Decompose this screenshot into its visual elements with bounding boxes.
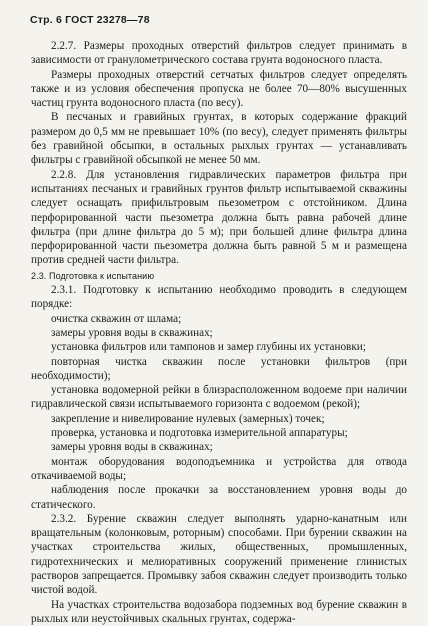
- section-heading-2-3: 2.3. Подготовка к испытанию: [31, 270, 155, 281]
- list-item: установка водомерной рейки в близрасположенном водоеме при наличии гидравлической связи испытываемого горизонта с водоемом (рекой);: [31, 384, 407, 411]
- list-item: проверка, установка и подготовка измерительной аппаратуры;: [51, 427, 348, 440]
- list-item: замеры уровня воды в скважинах;: [51, 326, 213, 339]
- list-item: повторная чистка скважин после установки фильтров (при необходимости);: [31, 355, 407, 382]
- paragraph-sieve-filters: Размеры проходных отверстий сетчатых фильтров следует определять также и из условия обеспечения пропуска не более 70—80% высушенных частиц грунта водоносного пласта (по весу).: [31, 68, 407, 110]
- list-item: очистка скважин от шлама;: [51, 312, 182, 325]
- paragraph-2-3-1: 2.3.1. Подготовку к испытанию необходимо проводить в следующем порядке:: [31, 284, 407, 311]
- list-item: наблюдения после прокачки за восстановлением уровня воды до статического.: [31, 484, 407, 511]
- list-item: закрепление и нивелирование нулевых (замерных) точек;: [51, 412, 325, 425]
- paragraph-2-2-7: 2.2.7. Размеры проходных отверстий фильтров следует принимать в зависимости от гранулометрического состава грунта водоносного пласта.: [31, 40, 407, 67]
- paragraph-sand-gravel: В песчаных и гравийных грунтах, в которых содержание фракций размером до 0,5 мм не превышает 10% (по весу), следует применять фильтры без гравийной обсыпки, в остальных рыхлых грунтах — устанавливать фильтры с гравийной обсыпкой не менее 50 мм.: [31, 111, 407, 167]
- list-item: монтаж оборудования водоподъемника и устройства для отвода откачиваемой воды;: [31, 455, 407, 482]
- page-header: Стр. 6 ГОСТ 23278—78: [30, 14, 150, 26]
- paragraph-2-3-2: 2.3.2. Бурение скважин следует выполнять ударно-канатным или вращательным (колонковым, роторным) способами. При бурении скважин на участках строительства жилых, общественных, промышленных, гидротехнических и мелиоративных сооружений применение глинистых растворов запрещается. Промывку забоя скважин следует производить только чистой водой.: [31, 512, 407, 597]
- paragraph-2-2-8: 2.2.8. Для установления гидравлических параметров фильтра при испытаниях песчаных и гравийных грунтов фильтр испытываемой скважины следует оснащать прифильтровым пьезометром с отстойником. Длина перфорированной части пьезометра должна быть равна рабочей длине фильтра (при длине фильтра до 5 м); при большей длине фильтра длина перфорированной части пьезометра должна быть равной 5 м и размещена против средней части фильтра.: [31, 168, 407, 267]
- page-body: [31, 39, 407, 626]
- list-item: замеры уровня воды в скважинах;: [51, 441, 213, 454]
- paragraph-water-intake: На участках строительства водозабора подземных вод бурение скважин в рыхлых или неустойчивых скальных грунтах, содержа-: [31, 598, 407, 625]
- list-item: установка фильтров или тампонов и замер глубины их установки;: [51, 341, 366, 354]
